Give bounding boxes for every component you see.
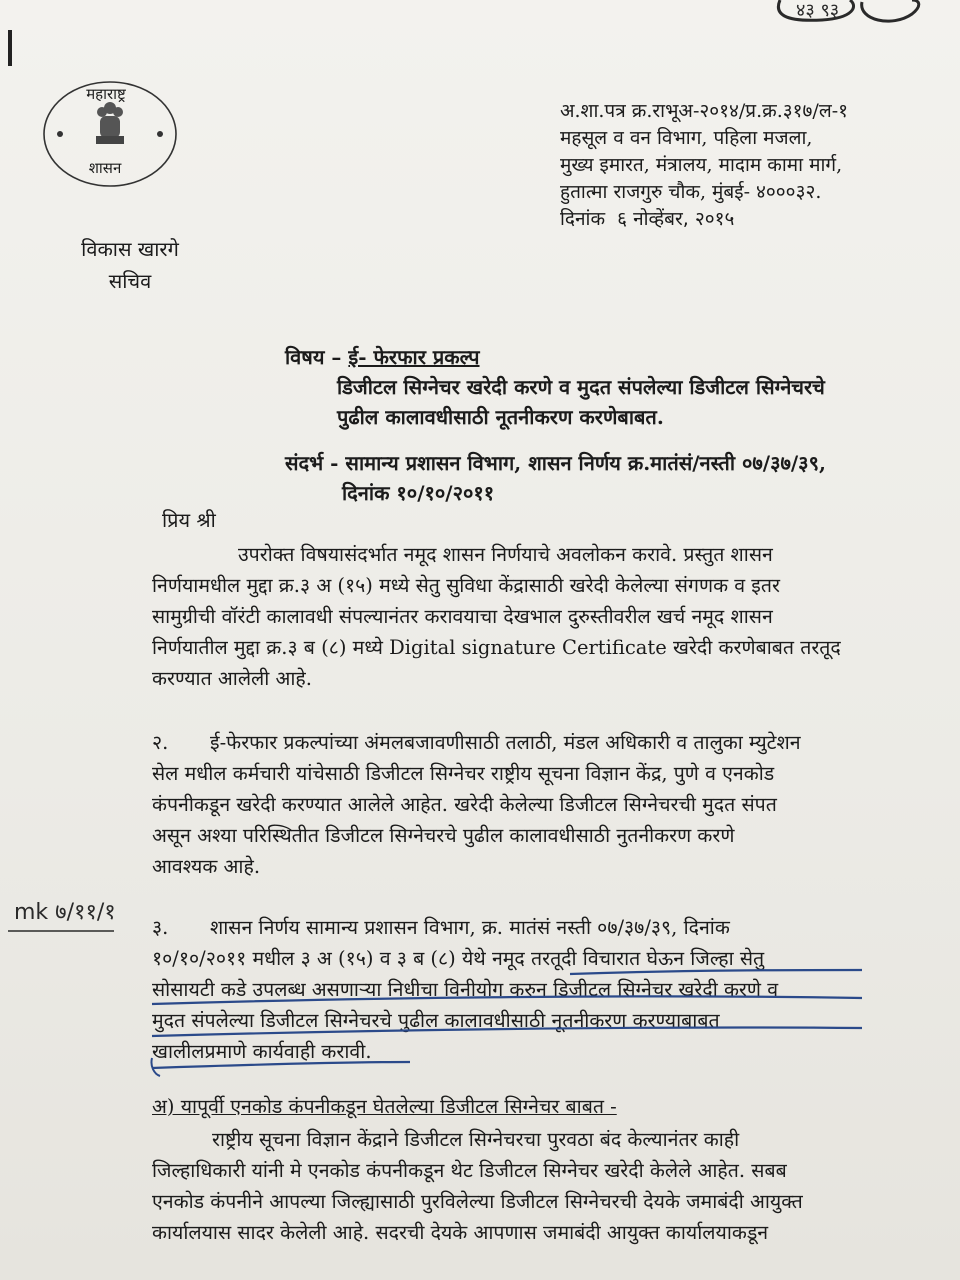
section-a-paragraph xyxy=(152,1124,872,1248)
paragraph-line xyxy=(152,912,872,943)
address-line-1: महसूल व वन विभाग, पहिला मजला, xyxy=(560,127,813,149)
paragraph-line: सोसायटी कडे उपलब्ध असणाऱ्या निधीचा विनीयोग करुन डिजीटल सिग्नेचर खरेदी करणे व xyxy=(152,978,779,1001)
paragraph-line: मुदत संपलेल्या डिजीटल सिग्नेचरचे पुढील कालावधीसाठी नूतनीकरण करण्याबाबत xyxy=(152,1009,720,1032)
paragraph-line: जिल्हाधिकारी यांनी मे एनकोड कंपनीकडून थेट डिजीटल सिग्नेचर खरेदी केलेले आहेत. सबब xyxy=(152,1159,787,1182)
signatory-name: विकास खारगे xyxy=(81,237,179,261)
paragraph-2 xyxy=(152,727,872,882)
date-value: ६ नोव्हेंबर, २०१५ xyxy=(617,208,735,230)
paragraph-line: एनकोड कंपनीने आपल्या जिल्ह्यासाठी पुरविलेल्या डिजीटल सिग्नेचरची देयके जमाबंदी आयुक्त xyxy=(152,1190,803,1213)
paragraph-line: आवश्यक आहे. xyxy=(152,855,261,878)
subject-line-2: पुढील कालावधीसाठी नूतनीकरण करणेबाबत. xyxy=(337,405,664,429)
section-a-heading: अ) यापूर्वी एनकोड कंपनीकडून घेतलेल्या डिजीटल सिग्नेचर बाबत - xyxy=(152,1095,617,1118)
paragraph-line: सेल मधील कर्मचारी यांचेसाठी डिजीटल सिग्नेचर राष्ट्रीय सूचना विज्ञान केंद्र, पुणे व एनकोड xyxy=(152,762,775,785)
paragraph-line: निर्णयामधील मुद्दा क्र.३ अ (१५) मध्ये सेतु सुविधा केंद्रासाठी खरेदी केलेल्या संगणक व इतर xyxy=(152,574,780,597)
svg-text:mk ७/११/१५: mk ७/११/१५ xyxy=(14,900,116,925)
paragraph-line: कार्यालयास सादर केलेली आहे. सदरची देयके आपणास जमाबंदी आयुक्त कार्यालयाकडून xyxy=(152,1221,769,1244)
margin-tick xyxy=(8,30,12,66)
reference-line-1: संदर्भ - सामान्य प्रशासन विभाग, शासन निर्णय क्र.मातंसं/नस्ती ०७/३७/३९, xyxy=(285,451,826,475)
subject-block xyxy=(285,342,925,432)
paragraph-line: राष्ट्रीय सूचना विज्ञान केंद्राने डिजीटल सिग्नेचरचा पुरवठा बंद केल्यानंतर काही xyxy=(212,1128,740,1151)
office-address xyxy=(560,98,940,233)
paragraph-text: शासन निर्णय सामान्य प्रशासन विभाग, क्र. मातंसं नस्ती ०७/३७/३९, दिनांक xyxy=(210,916,730,939)
signatory-block xyxy=(60,233,200,297)
svg-text:४३ ९३: ४३ ९३ xyxy=(796,0,840,21)
reference-number: अ.शा.पत्र क्र.राभूअ-२०१४/प्र.क्र.३१७/ल-१ xyxy=(560,100,848,122)
paragraph-line: असून अश्या परिस्थितीत डिजीटल सिग्नेचरचे पुढील कालावधीसाठी नुतनीकरण करणे xyxy=(152,824,735,847)
paragraph-1 xyxy=(152,539,872,694)
reference-line-2: दिनांक १०/१०/२०११ xyxy=(342,481,495,505)
paragraph-3 xyxy=(152,912,872,1067)
emblem-top-text: महाराष्ट्र xyxy=(86,85,126,103)
corner-handwritten-mark xyxy=(762,0,952,34)
signatory-title: सचिव xyxy=(108,269,152,293)
paragraph-line: निर्णयातील मुद्दा क्र.३ ब (८) मध्ये Digital signature Certificate खरेदी करणेबाबत तरतूद xyxy=(152,636,841,659)
subject-heading xyxy=(285,342,925,372)
paragraph-line xyxy=(152,727,872,758)
paragraph-line: १०/१०/२०११ मधील ३ अ (१५) व ३ ब (८) येथे नमूद तरतूदी विचारात घेऊन जिल्हा सेतु xyxy=(152,947,765,970)
letter-date xyxy=(560,206,940,233)
subject-line-1: डिजीटल सिग्नेचर खरेदी करणे व मुदत संपलेल्या डिजीटल सिग्नेचरचे xyxy=(337,375,825,399)
paragraph-number: ३. xyxy=(152,916,169,939)
emblem-bottom-text: शासन xyxy=(88,159,122,177)
salutation: प्रिय श्री xyxy=(162,508,216,532)
paragraph-text: ई-फेरफार प्रकल्पांच्या अंमलबजावणीसाठी तलाठी, मंडल अधिकारी व तालुका म्युटेशन xyxy=(210,731,801,754)
paragraph-line: खालीलप्रमाणे कार्यवाही करावी. xyxy=(152,1040,372,1063)
paragraph-number: २. xyxy=(152,731,169,754)
paragraph-line: सामुग्रीची वॉरंटी कालावधी संपल्यानंतर करावयाचा देखभाल दुरुस्तीवरील खर्च नमूद शासन xyxy=(152,605,773,628)
address-line-2: मुख्य इमारत, मंत्रालय, मादाम कामा मार्ग, xyxy=(560,154,843,176)
paragraph-line: कंपनीकडून खरेदी करण्यात आलेले आहेत. खरेदी केलेल्या डिजीटल सिग्नेचरची मुदत संपत xyxy=(152,793,777,816)
date-label: दिनांक xyxy=(560,208,606,230)
paragraph-line: उपरोक्त विषयासंदर्भात नमूद शासन निर्णयाचे अवलोकन करावे. प्रस्तुत शासन xyxy=(238,543,773,566)
subject-title: ई- फेरफार प्रकल्प xyxy=(348,345,480,369)
subject-label: विषय – xyxy=(285,345,342,369)
margin-handwritten-note xyxy=(6,895,116,955)
paragraph-line: करण्यात आलेली आहे. xyxy=(152,667,312,690)
address-line-3: हुतात्मा राजगुरु चौक, मुंबई- ४०००३२. xyxy=(560,181,822,203)
reference-block xyxy=(285,448,925,508)
